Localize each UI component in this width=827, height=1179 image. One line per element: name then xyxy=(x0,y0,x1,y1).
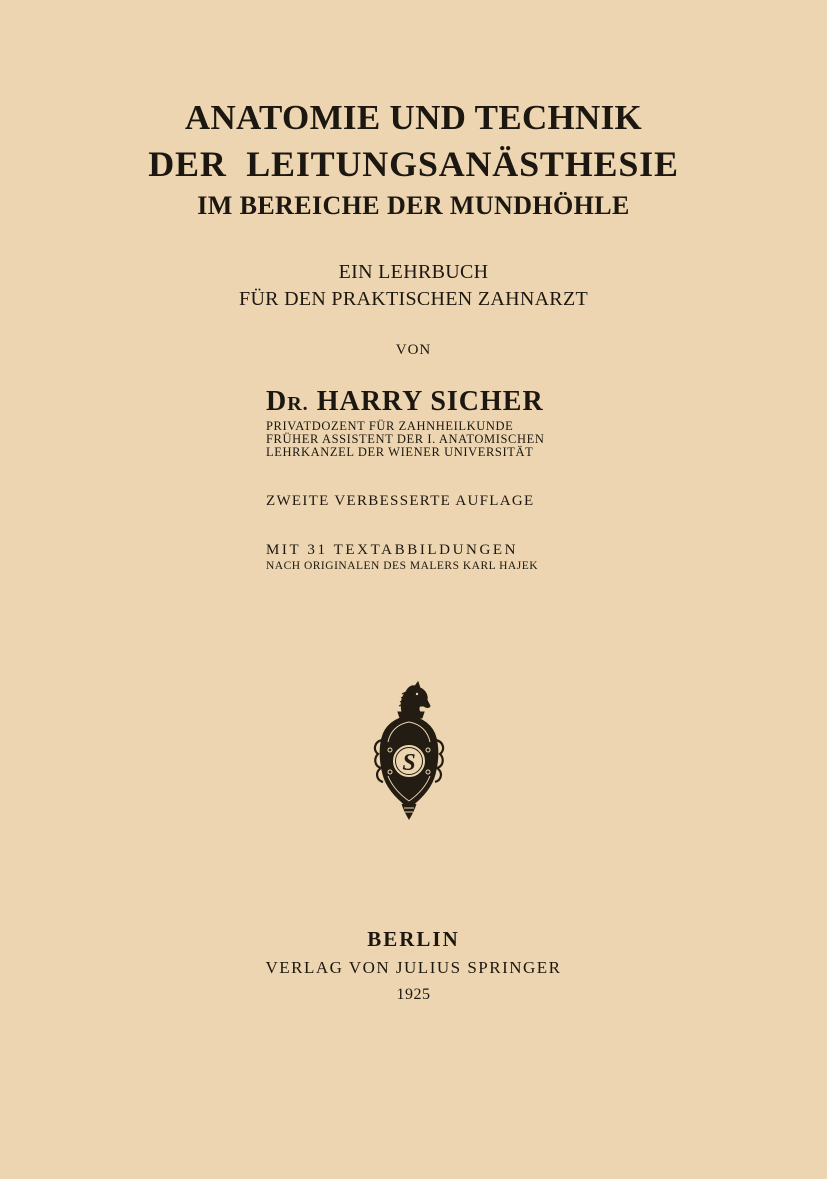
author-block xyxy=(266,388,566,459)
author-full-name: HARRY SICHER xyxy=(316,386,544,417)
illustrations-count: MIT 31 TEXTABBILDUNGEN xyxy=(266,542,519,558)
author-affiliation-line: PRIVATDOZENT FÜR ZAHNHEILKUNDE xyxy=(266,419,514,433)
title-line-2: DER LEITUNGSANÄSTHESIE xyxy=(148,144,679,184)
author-name xyxy=(266,388,566,416)
imprint-year: 1925 xyxy=(396,986,431,1003)
illustrations-credit: NACH ORIGINALEN DES MALERS KARL HAJEK xyxy=(266,560,539,572)
author-affiliation-line: FRÜHER ASSISTENT DER I. ANATOMISCHEN xyxy=(266,432,545,446)
author-affiliation-line: LEHRKANZEL DER WIENER UNIVERSITÄT xyxy=(266,445,534,459)
subtitle-line-2: FÜR DEN PRAKTISCHEN ZAHNARZT xyxy=(239,288,588,310)
subtitle-line-1: EIN LEHRBUCH xyxy=(338,261,489,283)
imprint-city: BERLIN xyxy=(367,927,460,951)
byline: VON xyxy=(395,342,432,358)
springer-knight-emblem-icon xyxy=(362,678,456,820)
author-title-d: D xyxy=(266,386,288,417)
title-line-3: IM BEREICHE DER MUNDHÖHLE xyxy=(197,191,630,220)
emblem-letter: S xyxy=(402,750,416,776)
author-title-r: R. xyxy=(287,393,309,415)
edition: ZWEITE VERBESSERTE AUFLAGE xyxy=(266,493,535,509)
imprint-publisher: VERLAG VON JULIUS SPRINGER xyxy=(265,958,562,977)
title-line-1: ANATOMIE UND TECHNIK xyxy=(184,98,643,137)
